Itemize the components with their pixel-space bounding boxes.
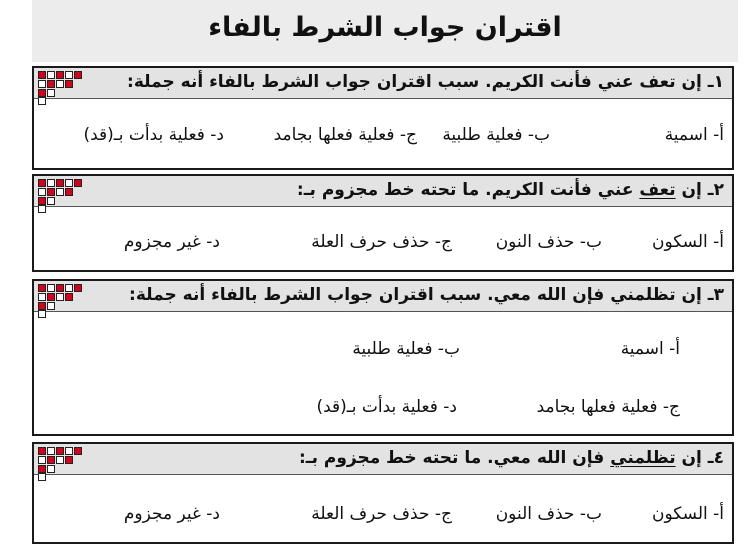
option-d: د- فعلية بدأت بـ(قد) (316, 397, 457, 417)
question-2-header (34, 176, 732, 207)
question-1-header (34, 68, 732, 99)
question-4-header (34, 444, 732, 475)
option-d: د- غير مجزوم (123, 504, 220, 524)
option-c: ج- حذف حرف العلة (311, 232, 452, 252)
option-a: أ- اسمية (664, 125, 724, 145)
decorative-squares-icon (38, 447, 84, 481)
decorative-squares-icon (38, 284, 84, 318)
option-b: ب- فعلية طلبية (352, 339, 460, 359)
option-b: ب- حذف النون (495, 232, 602, 252)
question-3-box (32, 279, 734, 436)
option-d: د- فعلية بدأت بـ(قد) (83, 125, 224, 145)
underlined-word: تظلمني (610, 448, 676, 468)
option-c: ج- حذف حرف العلة (311, 504, 452, 524)
question-4-text: ٤ـ إن تظلمني فإن الله معي. ما تحته خط مجزوم بـ: (298, 448, 724, 468)
decorative-squares-icon (38, 179, 84, 213)
question-1-box (32, 66, 734, 170)
option-c: ج- فعلية فعلها بجامد (536, 397, 680, 417)
option-a: أ- السكون (652, 232, 724, 252)
option-a: أ- السكون (652, 504, 724, 524)
question-2-text: ٢ـ إن تعف عني فأنت الكريم. ما تحته خط مجزوم بـ: (296, 180, 724, 200)
option-d: د- غير مجزوم (123, 232, 220, 252)
option-c: ج- فعلية فعلها بجامد (273, 125, 417, 145)
question-2-box (32, 174, 734, 272)
underlined-word: تعف (639, 180, 676, 200)
option-b: ب- حذف النون (495, 504, 602, 524)
question-1-text: ١ـ إن تعف عني فأنت الكريم. سبب اقتران جواب الشرط بالفاء أنه جملة: (127, 72, 724, 92)
option-b: ب- فعلية طلبية (442, 125, 550, 145)
decorative-squares-icon (38, 71, 84, 105)
page-title: اقتران جواب الشرط بالفاء (208, 12, 562, 43)
title-band (32, 0, 738, 62)
question-3-header (34, 281, 732, 312)
option-a: أ- اسمية (620, 339, 680, 359)
question-4-box (32, 442, 734, 544)
question-3-text: ٣ـ إن تظلمني فإن الله معي. سبب اقتران جواب الشرط بالفاء أنه جملة: (129, 285, 724, 305)
